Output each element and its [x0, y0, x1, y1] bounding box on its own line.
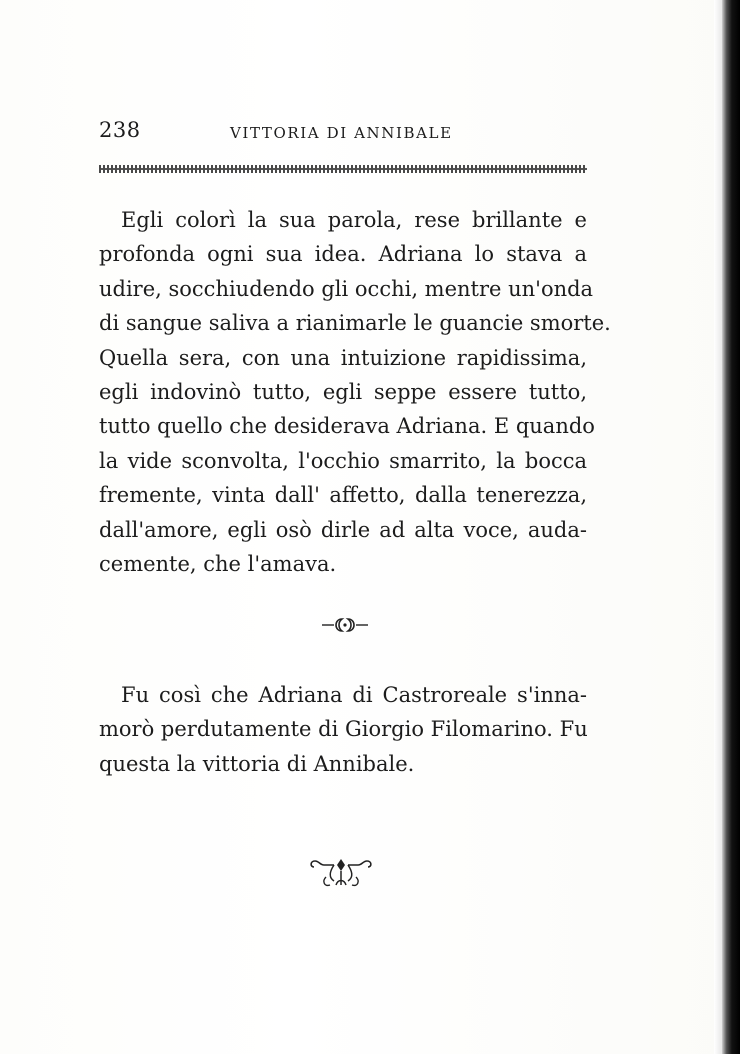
header-rule: [99, 165, 587, 173]
text-line: Egli colorì la sua parola, rese brillante e: [121, 208, 587, 232]
section-break-ornament-icon: [320, 615, 370, 635]
tailpiece-ornament-icon: [308, 855, 374, 895]
text-line: Quella sera, con una intuizione rapidissima,: [99, 345, 587, 370]
paragraph-2: [99, 678, 587, 781]
text-line: la vide sconvolta, l'occhio smarrito, la bocca: [99, 448, 587, 473]
page-header: [99, 118, 587, 148]
text-line: profonda ogni sua idea. Adriana lo stava a: [99, 242, 587, 267]
text-line: fremente, vinta dall' affetto, dalla tenerezza,: [99, 483, 587, 508]
text-line: Fu così che Adriana di Castroreale s'inna-: [121, 683, 587, 707]
text-line: udire, socchiudendo gli occhi, mentre un'onda: [99, 276, 594, 301]
text-line: cemente, che l'amava.: [99, 551, 337, 576]
page-number: 238: [99, 118, 141, 142]
book-binding-edge: [722, 0, 740, 1054]
text-line: morò perdutamente di Giorgio Filomarino. Fu: [99, 717, 588, 742]
text-line: egli indovinò tutto, egli seppe essere tutto,: [99, 379, 587, 404]
running-title: VITTORIA DI ANNIBALE: [230, 124, 453, 142]
text-line: di sangue saliva a rianimarle le guancie smorte.: [99, 311, 611, 336]
paragraph-1: [99, 203, 611, 581]
text-line: tutto quello che desiderava Adriana. E quando: [99, 414, 595, 439]
text-line: dall'amore, egli osò dirle ad alta voce, auda-: [99, 517, 587, 542]
page-gutter: [714, 0, 722, 1054]
text-line: questa la vittoria di Annibale.: [99, 751, 415, 776]
